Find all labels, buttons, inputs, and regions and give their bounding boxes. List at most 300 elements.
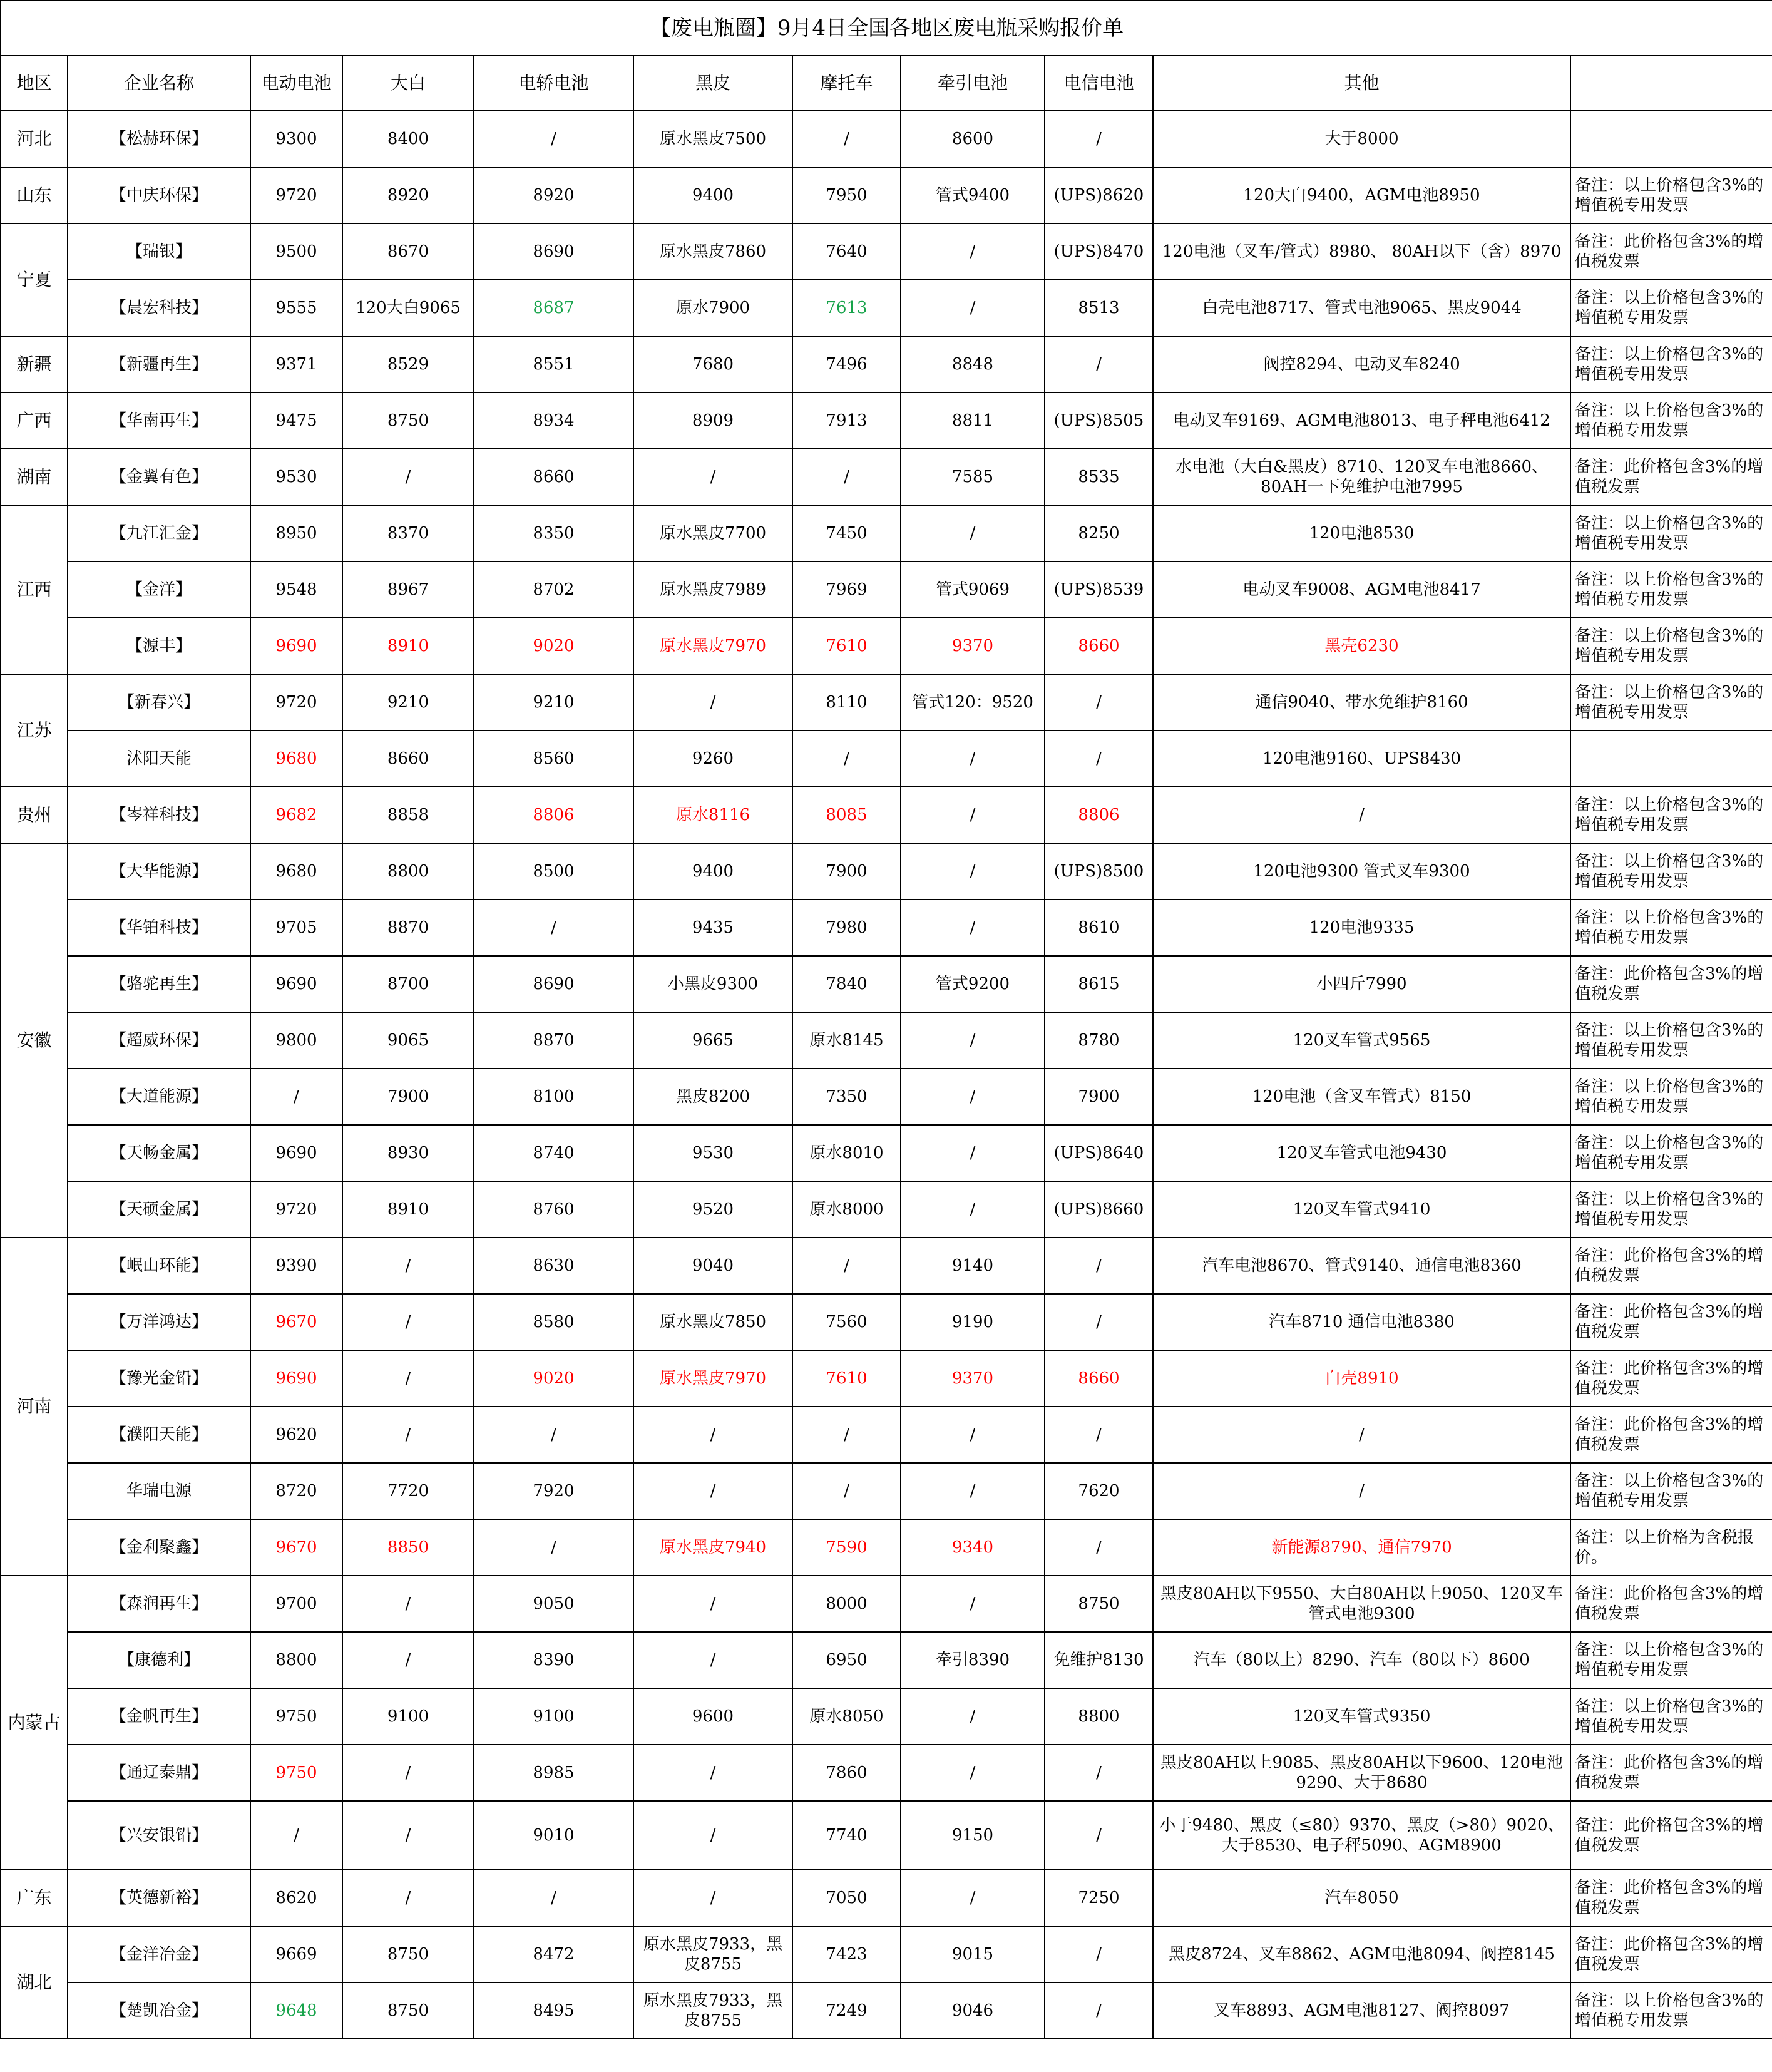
region-cell: 江西 <box>1 505 68 674</box>
header-row <box>1 56 1772 111</box>
motorcycle-price: 原水8050 <box>792 1688 901 1745</box>
other-price: 通信9040、带水免维护8160 <box>1153 674 1570 731</box>
table-row <box>1 505 1772 562</box>
table-row <box>1 1069 1772 1125</box>
heipi-price: 小黑皮9300 <box>633 956 792 1012</box>
dianjiao-price: 8551 <box>474 336 633 392</box>
dianjiao-price: / <box>474 111 633 167</box>
heipi-price: 9530 <box>633 1125 792 1181</box>
motorcycle-price: 6950 <box>792 1632 901 1688</box>
remark-note: 备注：此价格包含3%的增值税发票 <box>1570 1801 1772 1870</box>
table-row <box>1 1463 1772 1519</box>
dianjiao-price: 8580 <box>474 1294 633 1350</box>
company-name: 沭阳天能 <box>68 731 250 787</box>
telecom-price: (UPS)8500 <box>1045 843 1153 900</box>
telecom-price: 7620 <box>1045 1463 1153 1519</box>
ev-battery-price: 9700 <box>250 1576 342 1632</box>
telecom-price: 8660 <box>1045 618 1153 674</box>
company-name: 【中庆环保】 <box>68 167 250 223</box>
remark-note: 备注：以上价格包含3%的增值税专用发票 <box>1570 1982 1772 2039</box>
ev-battery-price: 9500 <box>250 223 342 280</box>
telecom-price: 8250 <box>1045 505 1153 562</box>
company-name: 【华铂科技】 <box>68 900 250 956</box>
heipi-price: / <box>633 449 792 505</box>
column-header: 摩托车 <box>792 56 901 111</box>
dianjiao-price: 8495 <box>474 1982 633 2039</box>
dabai-price: 8660 <box>342 731 474 787</box>
ev-battery-price: 9705 <box>250 900 342 956</box>
traction-price: 9370 <box>901 1350 1045 1407</box>
heipi-price: 原水黑皮7933，黑皮8755 <box>633 1926 792 1982</box>
dianjiao-price: / <box>474 1870 633 1926</box>
remark-note: 备注：以上价格包含3%的增值税专用发票 <box>1570 280 1772 336</box>
table-row <box>1 674 1772 731</box>
dabai-price: 8920 <box>342 167 474 223</box>
other-price: 汽车8050 <box>1153 1870 1570 1926</box>
remark-note: 备注：以上价格包含3%的增值税专用发票 <box>1570 1125 1772 1181</box>
ev-battery-price: 9720 <box>250 1181 342 1238</box>
dabai-price: / <box>342 1576 474 1632</box>
telecom-price: (UPS)8660 <box>1045 1181 1153 1238</box>
traction-price: / <box>901 1463 1045 1519</box>
ev-battery-price: 9750 <box>250 1688 342 1745</box>
dabai-price: / <box>342 1407 474 1463</box>
telecom-price: (UPS)8505 <box>1045 392 1153 449</box>
heipi-price: 原水黑皮7860 <box>633 223 792 280</box>
remark-note: 备注：此价格包含3%的增值税发票 <box>1570 956 1772 1012</box>
dabai-price: 8750 <box>342 1926 474 1982</box>
dianjiao-price: 9010 <box>474 1801 633 1870</box>
region-cell: 宁夏 <box>1 223 68 336</box>
dabai-price: 8400 <box>342 111 474 167</box>
remark-note: 备注：此价格包含3%的增值税发票 <box>1570 1350 1772 1407</box>
other-price: 白壳8910 <box>1153 1350 1570 1407</box>
dabai-price: 120大白9065 <box>342 280 474 336</box>
company-name: 【新春兴】 <box>68 674 250 731</box>
dabai-price: / <box>342 449 474 505</box>
traction-price: / <box>901 1069 1045 1125</box>
remark-note: 备注：以上价格包含3%的增值税专用发票 <box>1570 1012 1772 1069</box>
motorcycle-price: 7913 <box>792 392 901 449</box>
traction-price: / <box>901 505 1045 562</box>
motorcycle-price: 7950 <box>792 167 901 223</box>
remark-note <box>1570 111 1772 167</box>
table-row <box>1 731 1772 787</box>
traction-price: 9150 <box>901 1801 1045 1870</box>
ev-battery-price: 9682 <box>250 787 342 843</box>
remark-note: 备注：此价格包含3%的增值税发票 <box>1570 1870 1772 1926</box>
telecom-price: 8750 <box>1045 1576 1153 1632</box>
remark-note: 备注：以上价格为含税报价。 <box>1570 1519 1772 1576</box>
region-cell: 新疆 <box>1 336 68 392</box>
telecom-price: / <box>1045 1519 1153 1576</box>
ev-battery-price: / <box>250 1801 342 1870</box>
dabai-price: 7720 <box>342 1463 474 1519</box>
ev-battery-price: 9690 <box>250 618 342 674</box>
remark-note: 备注：此价格包含3%的增值税发票 <box>1570 1407 1772 1463</box>
remark-note: 备注：以上价格包含3%的增值税专用发票 <box>1570 336 1772 392</box>
traction-price: / <box>901 223 1045 280</box>
telecom-price: / <box>1045 336 1153 392</box>
motorcycle-price: 7969 <box>792 562 901 618</box>
company-name: 【源丰】 <box>68 618 250 674</box>
remark-note: 备注：以上价格包含3%的增值税专用发票 <box>1570 787 1772 843</box>
traction-price: 管式9200 <box>901 956 1045 1012</box>
ev-battery-price: 9680 <box>250 843 342 900</box>
table-body <box>1 1 1772 2039</box>
other-price: 120叉车管式9410 <box>1153 1181 1570 1238</box>
heipi-price: 原水黑皮7500 <box>633 111 792 167</box>
company-name: 【超威环保】 <box>68 1012 250 1069</box>
dabai-price: / <box>342 1632 474 1688</box>
table-row <box>1 1519 1772 1576</box>
ev-battery-price: 9620 <box>250 1407 342 1463</box>
table-row <box>1 787 1772 843</box>
telecom-price: / <box>1045 111 1153 167</box>
dabai-price: 8930 <box>342 1125 474 1181</box>
dabai-price: / <box>342 1238 474 1294</box>
other-price: 汽车8710 通信电池8380 <box>1153 1294 1570 1350</box>
region-cell: 山东 <box>1 167 68 223</box>
company-name: 【金洋冶金】 <box>68 1926 250 1982</box>
company-name: 【天硕金属】 <box>68 1181 250 1238</box>
table-row <box>1 1350 1772 1407</box>
motorcycle-price: / <box>792 1463 901 1519</box>
ev-battery-price: 9548 <box>250 562 342 618</box>
traction-price: 管式120：9520 <box>901 674 1045 731</box>
heipi-price: 9435 <box>633 900 792 956</box>
motorcycle-price: / <box>792 1238 901 1294</box>
company-name: 【大道能源】 <box>68 1069 250 1125</box>
motorcycle-price: / <box>792 111 901 167</box>
traction-price: 9340 <box>901 1519 1045 1576</box>
heipi-price: / <box>633 1870 792 1926</box>
column-header: 牵引电池 <box>901 56 1045 111</box>
motorcycle-price: 7860 <box>792 1745 901 1801</box>
other-price: 大于8000 <box>1153 111 1570 167</box>
heipi-price: 9400 <box>633 167 792 223</box>
ev-battery-price: 8950 <box>250 505 342 562</box>
telecom-price: (UPS)8620 <box>1045 167 1153 223</box>
heipi-price: 9665 <box>633 1012 792 1069</box>
traction-price: 牵引8390 <box>901 1632 1045 1688</box>
telecom-price: / <box>1045 1294 1153 1350</box>
dianjiao-price: 8985 <box>474 1745 633 1801</box>
company-name: 【楚凯冶金】 <box>68 1982 250 2039</box>
ev-battery-price: / <box>250 1069 342 1125</box>
dianjiao-price: 8687 <box>474 280 633 336</box>
other-price: 120叉车管式电池9430 <box>1153 1125 1570 1181</box>
traction-price: 7585 <box>901 449 1045 505</box>
company-name: 【大华能源】 <box>68 843 250 900</box>
ev-battery-price: 9750 <box>250 1745 342 1801</box>
motorcycle-price: 7610 <box>792 1350 901 1407</box>
other-price: 120电池9335 <box>1153 900 1570 956</box>
heipi-price: / <box>633 1407 792 1463</box>
other-price: 120叉车管式9565 <box>1153 1012 1570 1069</box>
company-name: 【岑祥科技】 <box>68 787 250 843</box>
telecom-price: 免维护8130 <box>1045 1632 1153 1688</box>
other-price: 白壳电池8717、管式电池9065、黑皮9044 <box>1153 280 1570 336</box>
telecom-price: / <box>1045 1745 1153 1801</box>
heipi-price: 原水黑皮7970 <box>633 618 792 674</box>
company-name: 【华南再生】 <box>68 392 250 449</box>
heipi-price: / <box>633 1632 792 1688</box>
table-row <box>1 1238 1772 1294</box>
remark-note: 备注：以上价格包含3%的增值税专用发票 <box>1570 618 1772 674</box>
table-row <box>1 1294 1772 1350</box>
ev-battery-price: 8720 <box>250 1463 342 1519</box>
ev-battery-price: 9530 <box>250 449 342 505</box>
table-row <box>1 562 1772 618</box>
heipi-price: 9040 <box>633 1238 792 1294</box>
heipi-price: 7680 <box>633 336 792 392</box>
dianjiao-price: 8760 <box>474 1181 633 1238</box>
ev-battery-price: 9648 <box>250 1982 342 2039</box>
table-row <box>1 111 1772 167</box>
ev-battery-price: 9670 <box>250 1519 342 1576</box>
motorcycle-price: 7980 <box>792 900 901 956</box>
dabai-price: 7900 <box>342 1069 474 1125</box>
traction-price: 8811 <box>901 392 1045 449</box>
dabai-price: 9210 <box>342 674 474 731</box>
dabai-price: 9065 <box>342 1012 474 1069</box>
column-header: 电信电池 <box>1045 56 1153 111</box>
motorcycle-price: 7900 <box>792 843 901 900</box>
region-cell: 河北 <box>1 111 68 167</box>
telecom-price: / <box>1045 1982 1153 2039</box>
region-cell: 内蒙古 <box>1 1576 68 1870</box>
ev-battery-price: 9669 <box>250 1926 342 1982</box>
traction-price: / <box>901 787 1045 843</box>
remark-note: 备注：此价格包含3%的增值税发票 <box>1570 223 1772 280</box>
motorcycle-price: 7613 <box>792 280 901 336</box>
dianjiao-price: 9050 <box>474 1576 633 1632</box>
traction-price: / <box>901 1688 1045 1745</box>
region-cell: 安徽 <box>1 843 68 1238</box>
column-header: 企业名称 <box>68 56 250 111</box>
remark-note: 备注：以上价格包含3%的增值税专用发票 <box>1570 505 1772 562</box>
dabai-price: 8967 <box>342 562 474 618</box>
traction-price: / <box>901 731 1045 787</box>
motorcycle-price: 7840 <box>792 956 901 1012</box>
dianjiao-price: 8870 <box>474 1012 633 1069</box>
telecom-price: 7250 <box>1045 1870 1153 1926</box>
telecom-price: 8800 <box>1045 1688 1153 1745</box>
ev-battery-price: 9690 <box>250 956 342 1012</box>
ev-battery-price: 9720 <box>250 167 342 223</box>
other-price: / <box>1153 1463 1570 1519</box>
table-row <box>1 1745 1772 1801</box>
heipi-price: 原水黑皮7940 <box>633 1519 792 1576</box>
telecom-price: 8513 <box>1045 280 1153 336</box>
telecom-price: 8610 <box>1045 900 1153 956</box>
other-price: 汽车（80以上）8290、汽车（80以下）8600 <box>1153 1632 1570 1688</box>
dabai-price: 8670 <box>342 223 474 280</box>
remark-note: 备注：以上价格包含3%的增值税专用发票 <box>1570 167 1772 223</box>
dianjiao-price: 8350 <box>474 505 633 562</box>
dianjiao-price: 9100 <box>474 1688 633 1745</box>
company-name: 【万洋鸿达】 <box>68 1294 250 1350</box>
dabai-price: 8370 <box>342 505 474 562</box>
heipi-price: 9260 <box>633 731 792 787</box>
remark-note: 备注：以上价格包含3%的增值税专用发票 <box>1570 392 1772 449</box>
heipi-price: / <box>633 1801 792 1870</box>
remark-note: 备注：以上价格包含3%的增值税专用发票 <box>1570 1069 1772 1125</box>
motorcycle-price: 7423 <box>792 1926 901 1982</box>
telecom-price: / <box>1045 674 1153 731</box>
telecom-price: / <box>1045 1926 1153 1982</box>
heipi-price: / <box>633 674 792 731</box>
motorcycle-price: 7050 <box>792 1870 901 1926</box>
table-row <box>1 223 1772 280</box>
dianjiao-price: 8560 <box>474 731 633 787</box>
dabai-price: / <box>342 1294 474 1350</box>
traction-price: / <box>901 1870 1045 1926</box>
heipi-price: 9520 <box>633 1181 792 1238</box>
dabai-price: / <box>342 1801 474 1870</box>
dianjiao-price: 8806 <box>474 787 633 843</box>
dabai-price: 8750 <box>342 1982 474 2039</box>
telecom-price: (UPS)8470 <box>1045 223 1153 280</box>
company-name: 【濮阳天能】 <box>68 1407 250 1463</box>
ev-battery-price: 9475 <box>250 392 342 449</box>
traction-price: 9190 <box>901 1294 1045 1350</box>
company-name: 【瑞银】 <box>68 223 250 280</box>
dabai-price: 8750 <box>342 392 474 449</box>
motorcycle-price: 8110 <box>792 674 901 731</box>
table-row <box>1 618 1772 674</box>
other-price: 120电池9160、UPS8430 <box>1153 731 1570 787</box>
table-row <box>1 900 1772 956</box>
remark-note: 备注：以上价格包含3%的增值税专用发票 <box>1570 1181 1772 1238</box>
table-row <box>1 1982 1772 2039</box>
dabai-price: / <box>342 1350 474 1407</box>
motorcycle-price: / <box>792 731 901 787</box>
company-name: 【松赫环保】 <box>68 111 250 167</box>
heipi-price: 原水黑皮7700 <box>633 505 792 562</box>
motorcycle-price: / <box>792 449 901 505</box>
remark-note: 备注：以上价格包含3%的增值税专用发票 <box>1570 1632 1772 1688</box>
region-cell: 广东 <box>1 1870 68 1926</box>
company-name: 【九江汇金】 <box>68 505 250 562</box>
column-header: 地区 <box>1 56 68 111</box>
traction-price: 9015 <box>901 1926 1045 1982</box>
dabai-price: / <box>342 1870 474 1926</box>
traction-price: / <box>901 1012 1045 1069</box>
dianjiao-price: 8740 <box>474 1125 633 1181</box>
dianjiao-price: 8500 <box>474 843 633 900</box>
dianjiao-price: / <box>474 900 633 956</box>
company-name: 【金洋】 <box>68 562 250 618</box>
column-header: 电动电池 <box>250 56 342 111</box>
column-header: 其他 <box>1153 56 1570 111</box>
remark-note: 备注：以上价格包含3%的增值税专用发票 <box>1570 674 1772 731</box>
other-price: 叉车8893、AGM电池8127、阀控8097 <box>1153 1982 1570 2039</box>
remark-note: 备注：此价格包含3%的增值税发票 <box>1570 1238 1772 1294</box>
dianjiao-price: 8702 <box>474 562 633 618</box>
motorcycle-price: 7249 <box>792 1982 901 2039</box>
motorcycle-price: 7450 <box>792 505 901 562</box>
ev-battery-price: 9690 <box>250 1350 342 1407</box>
other-price: 黑皮8724、叉车8862、AGM电池8094、阀控8145 <box>1153 1926 1570 1982</box>
table-row <box>1 1576 1772 1632</box>
traction-price: / <box>901 900 1045 956</box>
dianjiao-price: 9020 <box>474 618 633 674</box>
heipi-price: / <box>633 1576 792 1632</box>
other-price: 120电池8530 <box>1153 505 1570 562</box>
table-row <box>1 1181 1772 1238</box>
dianjiao-price: 9020 <box>474 1350 633 1407</box>
traction-price: 8600 <box>901 111 1045 167</box>
table-row <box>1 280 1772 336</box>
column-header: 黑皮 <box>633 56 792 111</box>
company-name: 【康德利】 <box>68 1632 250 1688</box>
remark-note: 备注：此价格包含3%的增值税发票 <box>1570 1745 1772 1801</box>
company-name: 【金利聚鑫】 <box>68 1519 250 1576</box>
motorcycle-price: 7740 <box>792 1801 901 1870</box>
dianjiao-price: 8660 <box>474 449 633 505</box>
motorcycle-price: 7640 <box>792 223 901 280</box>
dianjiao-price: 8100 <box>474 1069 633 1125</box>
company-name: 【新疆再生】 <box>68 336 250 392</box>
ev-battery-price: 9670 <box>250 1294 342 1350</box>
traction-price: 9370 <box>901 618 1045 674</box>
company-name: 【豫光金铅】 <box>68 1350 250 1407</box>
remark-note: 备注：以上价格包含3%的增值税专用发票 <box>1570 1688 1772 1745</box>
heipi-price: 8909 <box>633 392 792 449</box>
other-price: / <box>1153 787 1570 843</box>
region-cell: 广西 <box>1 392 68 449</box>
dianjiao-price: 7920 <box>474 1463 633 1519</box>
ev-battery-price: 9690 <box>250 1125 342 1181</box>
company-name: 华瑞电源 <box>68 1463 250 1519</box>
remark-note: 备注：此价格包含3%的增值税发票 <box>1570 1576 1772 1632</box>
other-price: 电动叉车9169、AGM电池8013、电子秤电池6412 <box>1153 392 1570 449</box>
dianjiao-price: 8920 <box>474 167 633 223</box>
region-cell: 贵州 <box>1 787 68 843</box>
motorcycle-price: 7496 <box>792 336 901 392</box>
other-price: 小于9480、黑皮（≤80）9370、黑皮（>80）9020、大于8530、电子秤5090、AGM8900 <box>1153 1801 1570 1870</box>
remark-note: 备注：以上价格包含3%的增值税专用发票 <box>1570 900 1772 956</box>
traction-price: / <box>901 843 1045 900</box>
telecom-price: 7900 <box>1045 1069 1153 1125</box>
telecom-price: (UPS)8539 <box>1045 562 1153 618</box>
column-header: 大白 <box>342 56 474 111</box>
telecom-price: / <box>1045 731 1153 787</box>
telecom-price: / <box>1045 1407 1153 1463</box>
motorcycle-price: 8085 <box>792 787 901 843</box>
traction-price: 9140 <box>901 1238 1045 1294</box>
dianjiao-price: 8690 <box>474 956 633 1012</box>
company-name: 【兴安银铅】 <box>68 1801 250 1870</box>
region-cell: 湖北 <box>1 1926 68 2039</box>
telecom-price: 8780 <box>1045 1012 1153 1069</box>
heipi-price: / <box>633 1463 792 1519</box>
traction-price: 8848 <box>901 336 1045 392</box>
company-name: 【晨宏科技】 <box>68 280 250 336</box>
region-cell: 湖南 <box>1 449 68 505</box>
ev-battery-price: 9371 <box>250 336 342 392</box>
remark-note: 备注：此价格包含3%的增值税发票 <box>1570 449 1772 505</box>
telecom-price: / <box>1045 1238 1153 1294</box>
traction-price: / <box>901 1407 1045 1463</box>
traction-price: / <box>901 1745 1045 1801</box>
other-price: 电动叉车9008、AGM电池8417 <box>1153 562 1570 618</box>
other-price: 小四斤7990 <box>1153 956 1570 1012</box>
dabai-price: 8910 <box>342 618 474 674</box>
motorcycle-price: 7350 <box>792 1069 901 1125</box>
